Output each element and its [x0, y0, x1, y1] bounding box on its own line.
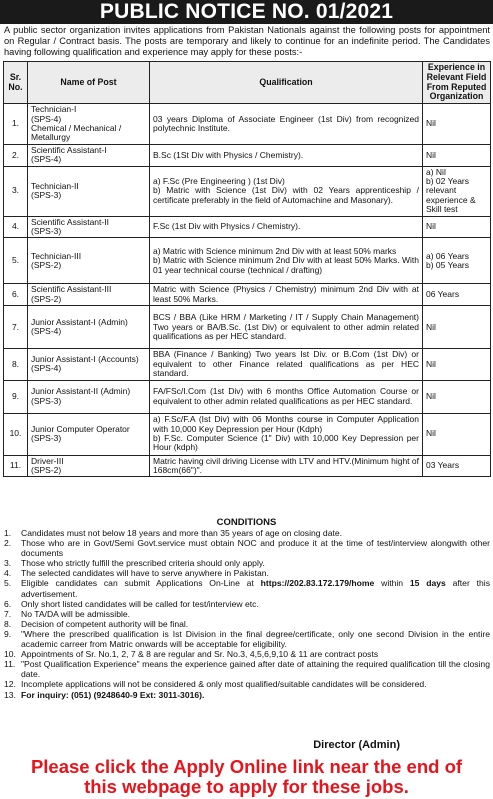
- qualification-cell: [150, 455, 423, 477]
- post-name-cell-line: Junior Assistant-I (Admin): [31, 316, 128, 327]
- qualification-cell-line: a) Matric with Science minimum 2nd Div with at least 50% marks: [153, 245, 397, 256]
- qualification-cell: [150, 166, 423, 216]
- condition-item: [4, 649, 490, 659]
- table-row: [4, 380, 491, 413]
- condition-text: Decision of competent authority will be final.: [21, 618, 189, 629]
- condition-item: [4, 629, 490, 649]
- condition-number: 12.: [4, 679, 16, 690]
- condition-text-part: Eligible candidates can submit Applications On-Line at: [21, 578, 261, 589]
- post-name-cell: [28, 306, 150, 349]
- condition-item: [4, 679, 490, 689]
- qualification-cell: [150, 284, 423, 306]
- condition-text: "Where the prescribed qualification is Ist Division in the final degree/certificate, only one second Division in the entire academic carreer from Matric onwards will be acceptable for eligibility.: [21, 628, 490, 650]
- condition-number: 13.: [4, 689, 16, 700]
- condition-number: 11.: [4, 659, 16, 670]
- post-name-cell: [28, 238, 150, 284]
- post-name-cell: [28, 413, 150, 455]
- post-name-cell-line: (SPS-3): [31, 190, 62, 201]
- row-sr-number: 7.: [4, 306, 28, 349]
- post-name-cell-line: (SPS-2): [31, 259, 62, 270]
- experience-cell: [423, 413, 491, 455]
- qualification-cell: [150, 413, 423, 455]
- qualification-cell: [150, 349, 423, 380]
- condition-item: [4, 599, 490, 609]
- experience-cell-line: Nil: [426, 428, 436, 439]
- condition-text: The selected candidates will have to serve anywhere in Pakistan.: [21, 568, 269, 579]
- qualification-cell-line: F.Sc (1st Div with Physics / Chemistry).: [153, 221, 301, 232]
- experience-cell-line: 03 Years: [426, 460, 460, 471]
- header-qualification: Qualification: [150, 62, 423, 104]
- post-name-cell-line: Scientific Assistant-II: [31, 216, 109, 227]
- condition-item: [4, 690, 490, 700]
- condition-number: 1.: [4, 528, 12, 538]
- table-row: [4, 238, 491, 284]
- post-name-cell-line: Junior Assistant-II (Admin): [31, 386, 131, 397]
- row-sr-number: 8.: [4, 349, 28, 380]
- condition-number: 2.: [4, 538, 12, 549]
- qualification-cell: [150, 144, 423, 166]
- condition-number: 4.: [4, 568, 12, 579]
- condition-text: Those who are in Govt/Semi Govt.service must obtain NOC and produce it at the time of test/interview alongwith other documents: [21, 538, 490, 559]
- table-header-row: [4, 62, 491, 104]
- post-name-cell-line: Technician-II: [31, 180, 79, 191]
- row-sr-number: 11.: [4, 455, 28, 477]
- experience-cell-line: a) 06 Years: [426, 250, 470, 261]
- experience-cell: [423, 238, 491, 284]
- qualification-cell-line: BCS / BBA (Like HRM / Marketing / IT / Supply Chain Management) Two years or BA/B.Sc. (1st Div) or equivalent to other admin related qualifications as per HEC standard.: [153, 312, 419, 341]
- post-name-cell: [28, 166, 150, 216]
- table-row: [4, 144, 491, 166]
- post-name-cell-line: (SPS-4): [31, 113, 62, 124]
- post-name-cell-line: Chemical / Mechanical / Metallurgy: [31, 123, 122, 143]
- qualification-cell-line: 03 years Diploma of Associate Engineer (1st Div) from recognized polytechnic Institute.: [153, 113, 419, 133]
- condition-text: Candidates must not below 18 years and more than 35 years of age on closing date.: [21, 528, 343, 538]
- qualification-cell-line: b) Matric with Science minimum 2nd Div with at least 50% Marks. With 01 year technical course (technical / drafting): [153, 255, 419, 275]
- condition-number: 8.: [4, 618, 12, 629]
- post-name-cell: [28, 216, 150, 238]
- qualification-cell: [150, 238, 423, 284]
- condition-text: Incomplete applications will not be considered & only most qualified/suitable candidates will be considered.: [21, 679, 427, 690]
- experience-cell-line: Nil: [426, 221, 436, 232]
- qualification-cell: [150, 216, 423, 238]
- post-name-cell-line: (SPS-3): [31, 395, 62, 406]
- condition-text: For inquiry: (051) (9248640-9 Ext: 3011-3016).: [21, 689, 205, 700]
- condition-item: [4, 659, 490, 679]
- post-name-cell: [28, 284, 150, 306]
- condition-emphasis: 15 days: [409, 578, 446, 589]
- experience-cell: [423, 166, 491, 216]
- experience-cell-line: Nil: [426, 118, 436, 129]
- experience-cell: [423, 380, 491, 413]
- experience-cell: [423, 216, 491, 238]
- condition-item: [4, 578, 490, 598]
- experience-cell-line: Nil: [426, 390, 436, 401]
- condition-text-part: within: [374, 578, 410, 589]
- table-row: [4, 306, 491, 349]
- experience-cell: [423, 306, 491, 349]
- table-row: [4, 455, 491, 477]
- apply-online-banner: [0, 757, 493, 799]
- condition-text: Those who strictly fulfill the prescribed criteria should only apply.: [21, 558, 265, 569]
- qualification-cell-line: a) F.Sc/F.A (Ist Div) with 06 Months course in Computer Application with 10,000 Key Depression per Hour (Kdph): [153, 414, 419, 434]
- experience-cell: [423, 284, 491, 306]
- banner-line-1: Please click the Apply Online link near the end of: [30, 756, 463, 777]
- condition-number: 6.: [4, 598, 12, 609]
- condition-text: [21, 578, 490, 598]
- experience-cell-line: Nil: [426, 321, 436, 332]
- condition-text: "Post Qualification Experience" means the experience gained after date of attaining the required qualification till the closing date.: [21, 659, 490, 680]
- post-name-cell-line: (SPS-2): [31, 293, 62, 304]
- signature: Director (Admin): [313, 739, 400, 751]
- experience-cell-line: a) Nil: [426, 166, 446, 177]
- header-name-of-post: Name of Post: [28, 62, 150, 104]
- notice-title: PUBLIC NOTICE NO. 01/2021: [0, 0, 493, 24]
- row-sr-number: 1.: [4, 104, 28, 145]
- qualification-cell-line: b) F.Sc. Computer Science (1" Div) with 10,000 Key Depression per Hour (kdph): [153, 433, 419, 453]
- row-sr-number: 2.: [4, 144, 28, 166]
- conditions-list: [4, 528, 490, 700]
- row-sr-number: 4.: [4, 216, 28, 238]
- condition-text: Appointments of Sr. No.1, 2, 7 & 8 are regular and Sr. No.3, 4,5,6,9,10 & 11 are contract posts: [21, 649, 379, 660]
- post-name-cell: [28, 455, 150, 477]
- row-sr-number: 10.: [4, 413, 28, 455]
- posts-table-body: [4, 104, 491, 477]
- condition-item: [4, 528, 490, 538]
- post-name-cell-line: (SPS-4): [31, 326, 62, 337]
- post-name-cell-line: (SPS-3): [31, 433, 62, 443]
- intro-paragraph: A public sector organization invites applications from Pakistan Nationals against the following posts for appointment on Regular / Contract basis. The posts are temporary and likely to continue for an indefinite period. The Candidates having following qualification and experience may apply for these posts:-: [4, 25, 490, 57]
- experience-cell-line: b) 05 Years: [426, 259, 470, 270]
- post-name-cell-line: (SPS-3): [31, 226, 62, 237]
- condition-text: No TA/DA will be admissible.: [21, 608, 131, 619]
- post-name-cell-line: (SPS-4): [31, 363, 62, 374]
- post-name-cell-line: Driver-III: [31, 455, 64, 466]
- conditions-title: CONDITIONS: [216, 517, 277, 528]
- table-row: [4, 216, 491, 238]
- condition-text-part: after this advertisement.: [21, 578, 490, 599]
- qualification-cell-line: FA/FSc/I.Com (1st Div) with 6 months Office Automation Course or equivalent to other admin related qualifications as per HEC standard.: [153, 386, 419, 406]
- post-name-cell: [28, 104, 150, 145]
- experience-cell-line: Nil: [426, 149, 436, 160]
- banner-line-2: this webpage to apply for these jobs.: [84, 776, 409, 797]
- post-name-cell-line: Technician-I: [31, 104, 77, 115]
- experience-cell: [423, 455, 491, 477]
- row-sr-number: 9.: [4, 380, 28, 413]
- experience-cell-line: b) 02 Years relevant experience & Skill test: [426, 176, 476, 215]
- post-name-cell: [28, 380, 150, 413]
- condition-number: 5.: [4, 578, 12, 589]
- condition-number: 9.: [4, 628, 12, 639]
- experience-cell-line: Nil: [426, 358, 436, 369]
- post-name-cell-line: (SPS-2): [31, 464, 62, 475]
- condition-item: [4, 568, 490, 578]
- qualification-cell-line: Matric having civil driving License with LTV and HTV.(Minimum hight of 168cm(66")".: [153, 455, 419, 475]
- condition-item: [4, 558, 490, 568]
- row-sr-number: 6.: [4, 284, 28, 306]
- experience-cell: [423, 144, 491, 166]
- condition-emphasis: https://202.83.172.179/home: [260, 578, 375, 589]
- header-sr: Sr. No.: [4, 62, 28, 104]
- qualification-cell-line: BBA (Finance / Banking) Two years Ist Div. or B.Com (1st Div) or equivalent to other Finance related qualifications as per HEC standard.: [153, 349, 419, 379]
- qualification-cell-line: a) F.Sc (Pre Engineering ) (1st Div): [153, 176, 285, 187]
- condition-number: 10.: [4, 649, 16, 660]
- row-sr-number: 5.: [4, 238, 28, 284]
- post-name-cell-line: Junior Computer Operator: [31, 423, 130, 434]
- post-name-cell-line: Technician-III: [31, 250, 82, 261]
- row-sr-number: 3.: [4, 166, 28, 216]
- qualification-cell-line: b) Matric with Science (1st Div) with 02 Years apprenticeship / certificate preferably in the field of Automachine and Masonary).: [153, 185, 419, 205]
- table-row: [4, 413, 491, 455]
- post-name-cell-line: Scientific Assistant-I: [31, 144, 107, 155]
- experience-cell: [423, 104, 491, 145]
- post-name-cell: [28, 349, 150, 380]
- qualification-cell: [150, 104, 423, 145]
- condition-item: [4, 619, 490, 629]
- table-row: [4, 284, 491, 306]
- qualification-cell-line: B.Sc (1St Div with Physics / Chemistry).: [153, 149, 304, 160]
- table-row: [4, 104, 491, 145]
- post-name-cell-line: Junior Assistant-I (Accounts): [31, 353, 139, 364]
- condition-item: [4, 538, 490, 558]
- experience-cell: [423, 349, 491, 380]
- experience-cell-line: 06 Years: [426, 289, 460, 300]
- post-name-cell-line: Scientific Assistant-III: [31, 284, 112, 295]
- condition-text: Only short listed candidates will be called for test/interview etc.: [21, 598, 259, 609]
- posts-table: [3, 61, 491, 477]
- table-row: [4, 349, 491, 380]
- header-experience: Experience in Relevant Field From Reputed Organization: [423, 62, 491, 104]
- condition-item: [4, 609, 490, 619]
- qualification-cell: [150, 380, 423, 413]
- post-name-cell-line: (SPS-4): [31, 154, 62, 165]
- qualification-cell-line: Matric with Science (Physics / Chemistry) minimum 2nd Div with at least 50% Marks.: [153, 284, 419, 304]
- post-name-cell: [28, 144, 150, 166]
- table-row: [4, 166, 491, 216]
- qualification-cell: [150, 306, 423, 349]
- condition-number: 3.: [4, 558, 12, 569]
- condition-number: 7.: [4, 608, 12, 619]
